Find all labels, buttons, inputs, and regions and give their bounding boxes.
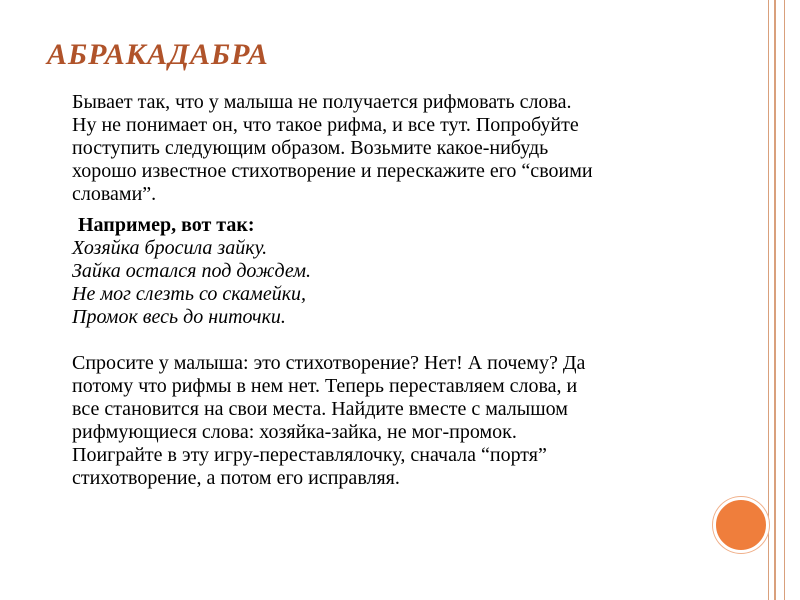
poem-line: Не мог слезть со скамейки, [72, 283, 307, 305]
spacer [72, 329, 722, 352]
advice-line: стихотворение, а потом его исправляя. [72, 467, 400, 489]
intro-line: поступить следующим образом. Возьмите какое-нибудь [72, 137, 549, 159]
advice-line: все становится на свои места. Найдите вместе с малышом [72, 398, 568, 420]
poem-line: Зайка остался под дождем. [72, 260, 312, 282]
poem-line: Промок весь до ниточки. [72, 306, 286, 328]
intro-line: хорошо известное стихотворение и перескажите его “своими [72, 160, 593, 182]
slide-body [72, 91, 722, 490]
decorative-rule [784, 0, 785, 600]
intro-line: словами”. [72, 183, 157, 205]
intro-paragraph [72, 91, 722, 206]
advice-paragraph [72, 352, 722, 490]
decorative-rule [774, 0, 776, 600]
advice-line: Спросите у малыша: это стихотворение? Нет! А почему? Да [72, 352, 586, 374]
advice-line: рифмующиеся слова: хозяйка-зайка, не мог-промок. [72, 421, 517, 443]
decorative-rule [768, 0, 769, 600]
advice-line: потому что рифмы в нем нет. Теперь переставляем слова, и [72, 375, 578, 397]
decorative-circle [713, 497, 769, 553]
slide-title: АБРАКАДАБРА [47, 38, 269, 71]
poem-line: Хозяйка бросила зайку. [72, 237, 268, 259]
intro-line: Ну не понимает он, что такое рифма, и все тут. Попробуйте [72, 114, 579, 136]
intro-line: Бывает так, что у малыша не получается рифмовать слова. [72, 91, 572, 113]
example-label: Например, вот так: [78, 214, 255, 236]
advice-line: Поиграйте в эту игру-переставлялочку, сначала “портя” [72, 444, 547, 466]
